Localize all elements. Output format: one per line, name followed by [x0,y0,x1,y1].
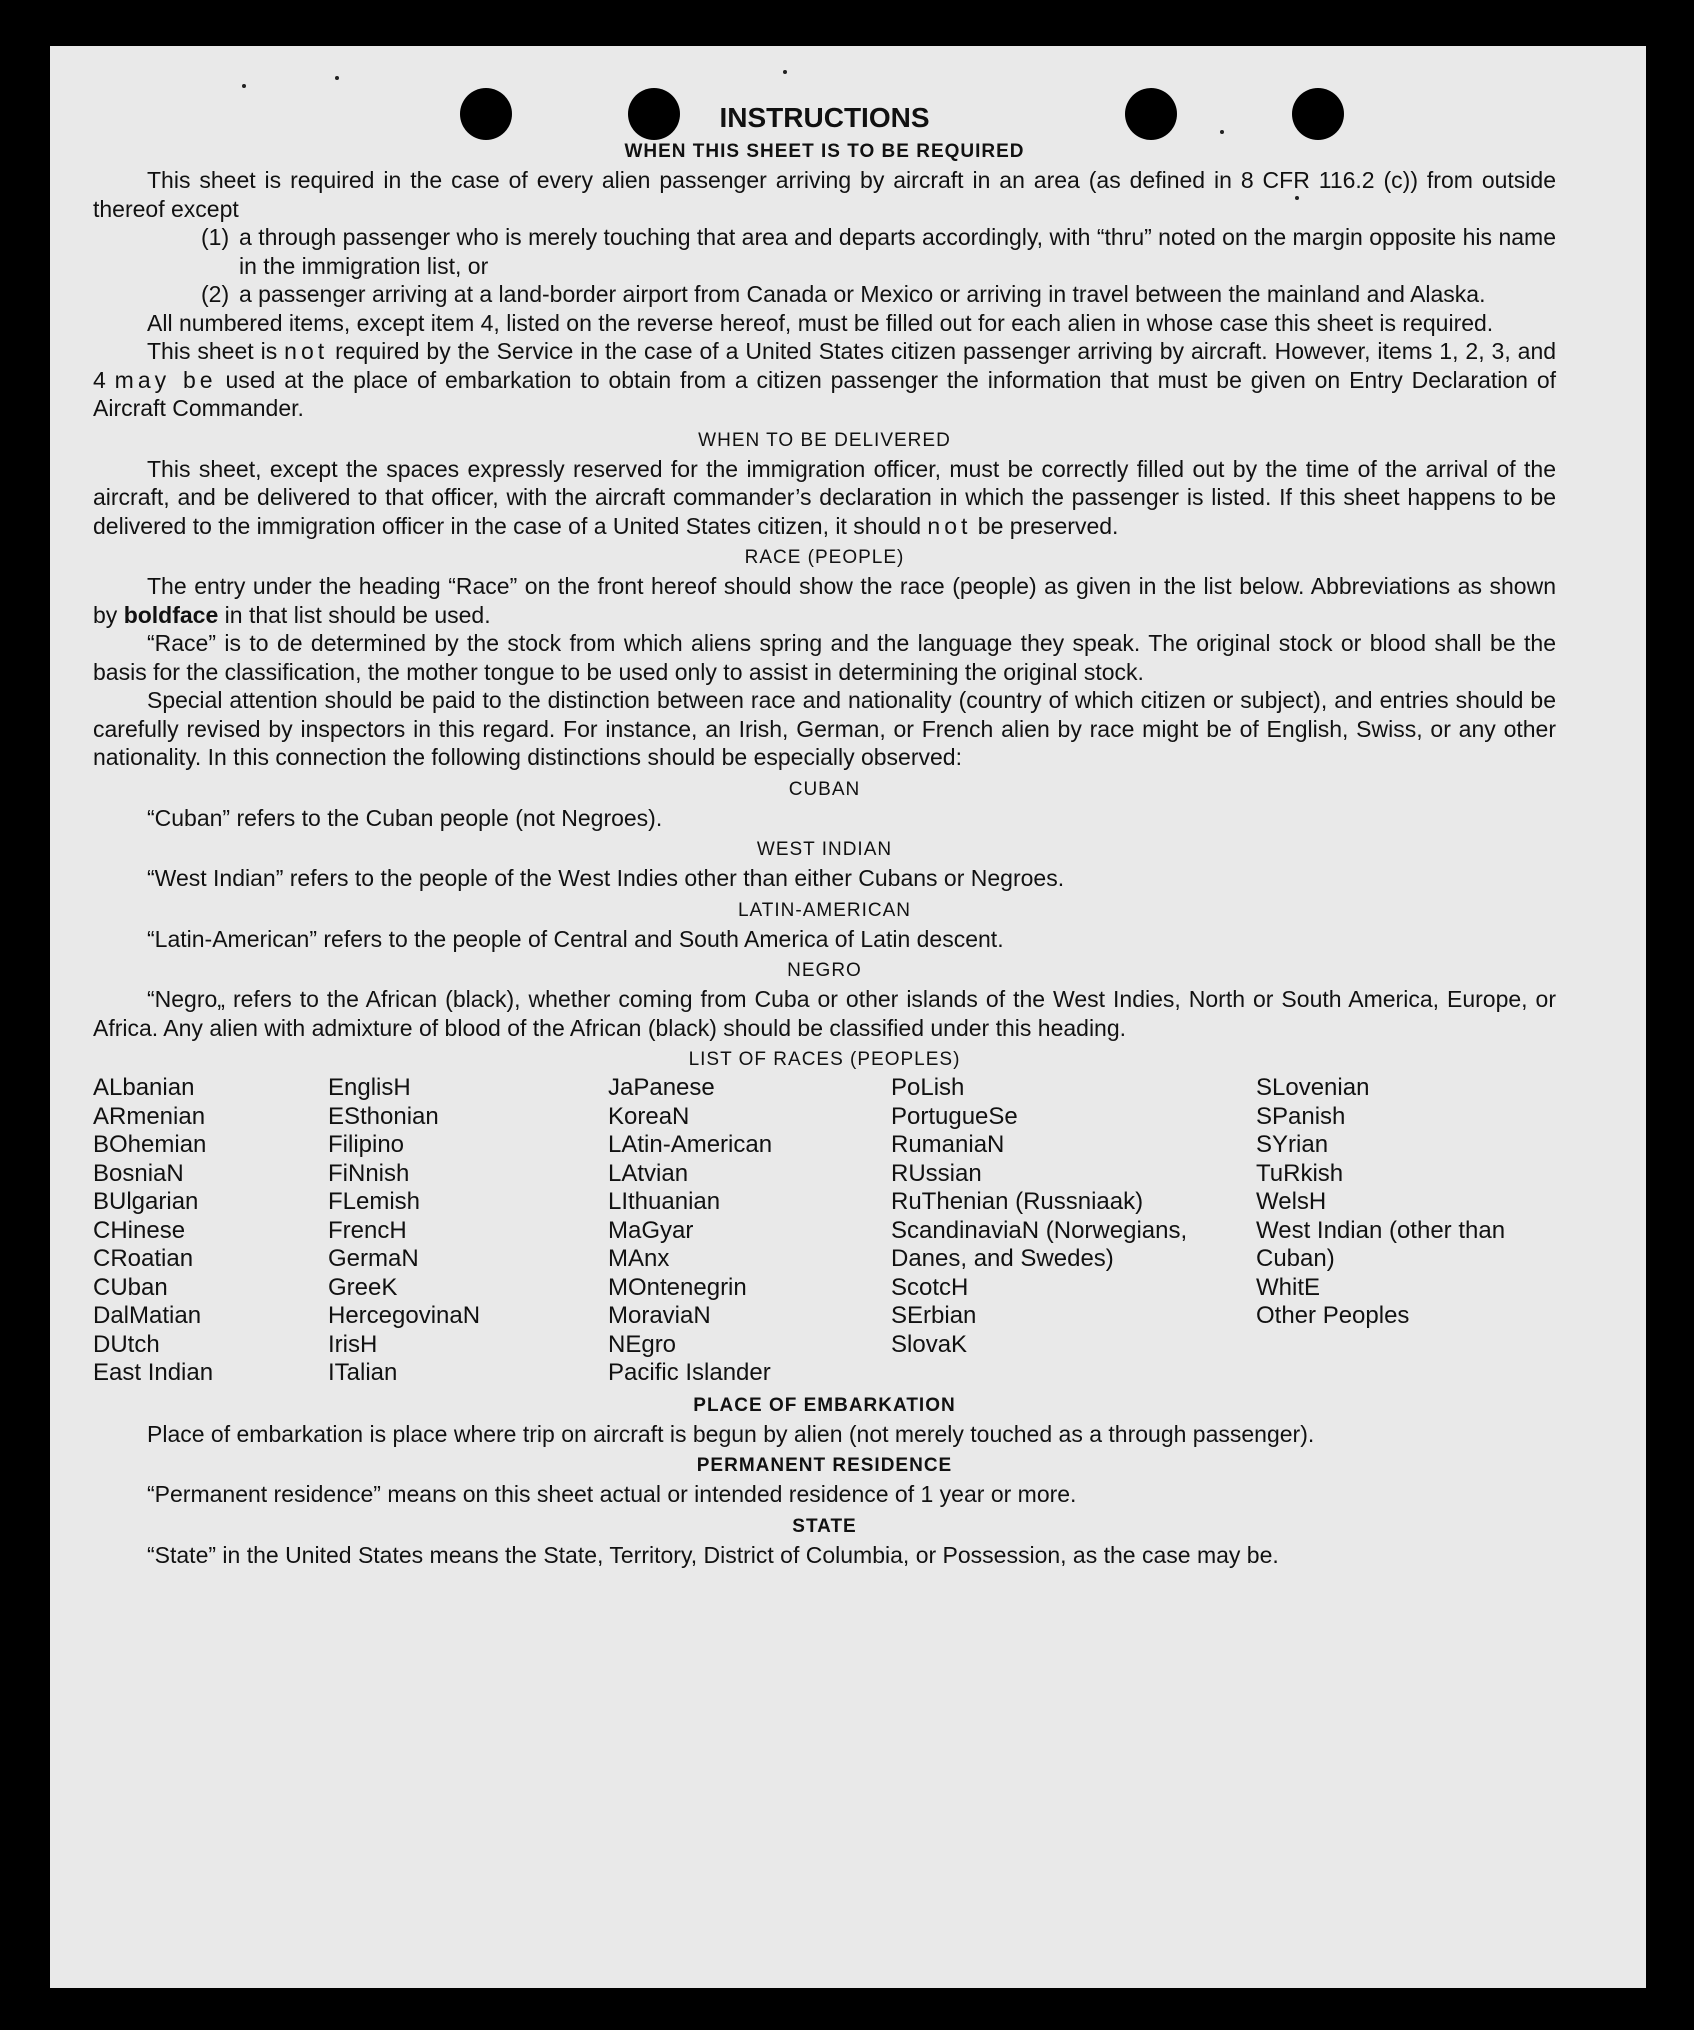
race-entry: TuRkish [1256,1159,1344,1187]
race-entry: ARmenian [93,1102,206,1130]
exception-item [93,280,1556,309]
race-entry: Other Peoples [1256,1302,1410,1329]
race-entry: ALbanian [93,1074,195,1101]
instructions-content [93,102,1556,1569]
race-entry: East Indian [93,1359,214,1386]
race-entry: FLemish [328,1188,421,1215]
section-heading-when-delivered: WHEN TO BE DELIVERED [698,429,951,451]
race-entry: EnglisH [328,1074,411,1101]
race-entry: LAtvian [608,1159,689,1187]
races-list [93,1074,1556,1388]
race-entry: SLovenian [1256,1074,1370,1101]
section-heading-latin-american: LATIN-AMERICAN [737,899,912,921]
race-entry: ESthonian [328,1102,439,1130]
race-entry: WhitE [1256,1273,1321,1301]
races-column [93,1074,328,1388]
cuban-text: “Cuban” refers to the Cuban people (not Negroes). [147,804,663,831]
race-entry: PortugueSe [891,1102,1018,1130]
race-para1 [93,572,1556,629]
race-entry: CUban [93,1273,168,1301]
para3-text: This sheet is [147,338,278,364]
race-text: The entry under the heading “Race” on the front hereof should show the race (people) as given in the list below. Abbreviations as shown by [93,573,1556,628]
race-entry: PoLish [891,1074,965,1101]
race-entry: BUlgarian [93,1188,199,1215]
section-heading-residence: PERMANENT RESIDENCE [696,1455,953,1476]
speck [783,70,787,74]
race-para3: Special attention should be paid to the distinction between race and nationality (country of which citizen or subject), and entries should be carefully revised by inspectors in this regard. For instance, an Irish, German, or French alien by race might be of English, Swiss, or any other nationality. In this connection the following distinctions should be especially observed: [93,687,1556,770]
race-entry: LAtin-American [608,1131,773,1158]
race-entry: West Indian (other than Cuban) [1256,1216,1506,1272]
embarkation-text: Place of embarkation is place where trip on aircraft is begun by alien (not merely touched as a through passenger). [147,1420,1315,1447]
section-heading-west-indian: WEST INDIAN [756,839,893,860]
exception-number: (1) [201,224,230,250]
race-entry: RUssian [891,1159,982,1187]
races-column [608,1074,891,1388]
when-required-para3 [93,337,1556,423]
race-entry: MAnx [608,1245,670,1272]
race-entry: GreeK [328,1273,398,1301]
race-entry: Filipino [328,1131,405,1158]
section-heading-negro: NEGRO [787,960,862,981]
section-heading-when-required: WHEN THIS SHEET IS TO BE REQUIRED [624,141,1025,162]
when-required-intro: This sheet is required in the case of every alien passenger arriving by aircraft in an area (as defined in 8 CFR 116.2 (c)) from outside thereof except [93,167,1556,222]
race-entry: DUtch [93,1330,160,1358]
races-column [328,1074,608,1388]
race-entry: GermaN [328,1245,419,1272]
delivered-text: This sheet, except the spaces expressly reserved for the immigration officer, must be correctly filled out by the time of the arrival of the aircraft, and be delivered to that officer, with the aircraft commander’s declaration in which the passenger is listed. If this sheet happens to be delivered to the immigration officer in the case of a United States citizen, it should [93,455,1556,539]
race-entry: ITalian [328,1359,398,1386]
race-entry: LIthuanian [608,1188,721,1215]
para3-spaced-may-be: may be [114,366,217,393]
race-entry: KoreaN [608,1102,690,1130]
race-entry: BOhemian [93,1131,207,1158]
race-text: in that list should be used. [224,601,491,628]
race-entry: ScotcH [891,1273,969,1301]
exception-item [93,223,1556,280]
race-entry: SErbian [891,1302,977,1329]
race-entry: JaPanese [608,1074,715,1101]
race-entry: Pacific Islander [608,1359,771,1386]
delivered-spaced-not: not [927,512,972,539]
exception-number: (2) [201,281,230,307]
races-column [1256,1074,1556,1388]
speck [335,76,339,80]
state-text: “State” in the United States means the State, Territory, District of Columbia, or Possession, as the case may be. [147,1541,1279,1568]
race-para2: “Race” is to de determined by the stock from which aliens spring and the language they speak. The original stock or blood shall be the basis for the classification, the mother tongue to be used only to assist in determining the original stock. [93,630,1556,685]
race-entry: NEgro [608,1330,677,1358]
races-column [891,1074,1256,1388]
exception-text: a passenger arriving at a land-border airport from Canada or Mexico or arriving in travel between the mainland and Alaska. [239,281,1486,307]
para3-spaced-not: not [284,338,329,364]
delivered-text: be preserved. [977,512,1119,539]
section-heading-list-of-races: LIST OF RACES (PEOPLES) [688,1049,961,1070]
race-entry: MOntenegrin [608,1273,747,1301]
negro-text: “Negro„ refers to the African (black), whether coming from Cuba or other islands of the West Indies, North or South America, Europe, or Africa. Any alien with admixture of blood of the African (black) should be classified under this heading. [93,986,1556,1041]
race-entry: IrisH [328,1330,378,1358]
race-boldface-word: boldface [123,601,219,628]
race-entry: DalMatian [93,1302,202,1329]
race-entry: SYrian [1256,1131,1329,1158]
residence-text: “Permanent residence” means on this sheet actual or intended residence of 1 year or more. [147,1481,1077,1507]
page-title: INSTRUCTIONS [719,102,930,133]
race-entry: RuThenian (Russniaak) [891,1188,1144,1215]
west-indian-text: “West Indian” refers to the people of the West Indies other than either Cubans or Negroes. [147,865,1065,891]
section-heading-state: STATE [792,1515,857,1537]
race-entry: FrencH [328,1216,407,1244]
race-entry: RumaniaN [891,1131,1005,1158]
race-entry: BosniaN [93,1159,184,1187]
section-heading-cuban: CUBAN [788,778,861,800]
race-entry: HercegovinaN [328,1302,481,1329]
speck [242,84,246,88]
exception-text: a through passenger who is merely touching that area and departs accordingly, with “thru” noted on the margin opposite his name in the immigration list, or [239,224,1556,279]
race-entry: CHinese [93,1216,186,1244]
race-entry: MoraviaN [608,1302,711,1329]
race-entry: FiNnish [328,1159,410,1187]
para3-text: required by the Service in the case of a United States citizen passenger arriving by aircraft. However, items 1, 2, 3, and 4 [93,338,1557,393]
section-heading-race: RACE (PEOPLE) [744,547,905,568]
race-entry: SPanish [1256,1102,1346,1130]
race-entry: ScandinaviaN (Norwegians, Danes, and Swedes) [891,1216,1188,1272]
para3-text: used at the place of embarkation to obtain from a citizen passenger the information that must be given on Entry Declaration of Aircraft Commander. [93,366,1557,421]
race-entry: MaGyar [608,1216,694,1244]
when-delivered-text [93,455,1556,541]
race-entry: SlovaK [891,1330,968,1358]
latin-american-text: “Latin-American” refers to the people of Central and South America of Latin descent. [147,925,1004,952]
race-entry: CRoatian [93,1245,194,1272]
when-required-para2: All numbered items, except item 4, listed on the reverse hereof, must be filled out for each alien in whose case this sheet is required. [147,309,1494,336]
race-entry: WelsH [1256,1188,1327,1215]
section-heading-embarkation: PLACE OF EMBARKATION [693,1394,956,1416]
